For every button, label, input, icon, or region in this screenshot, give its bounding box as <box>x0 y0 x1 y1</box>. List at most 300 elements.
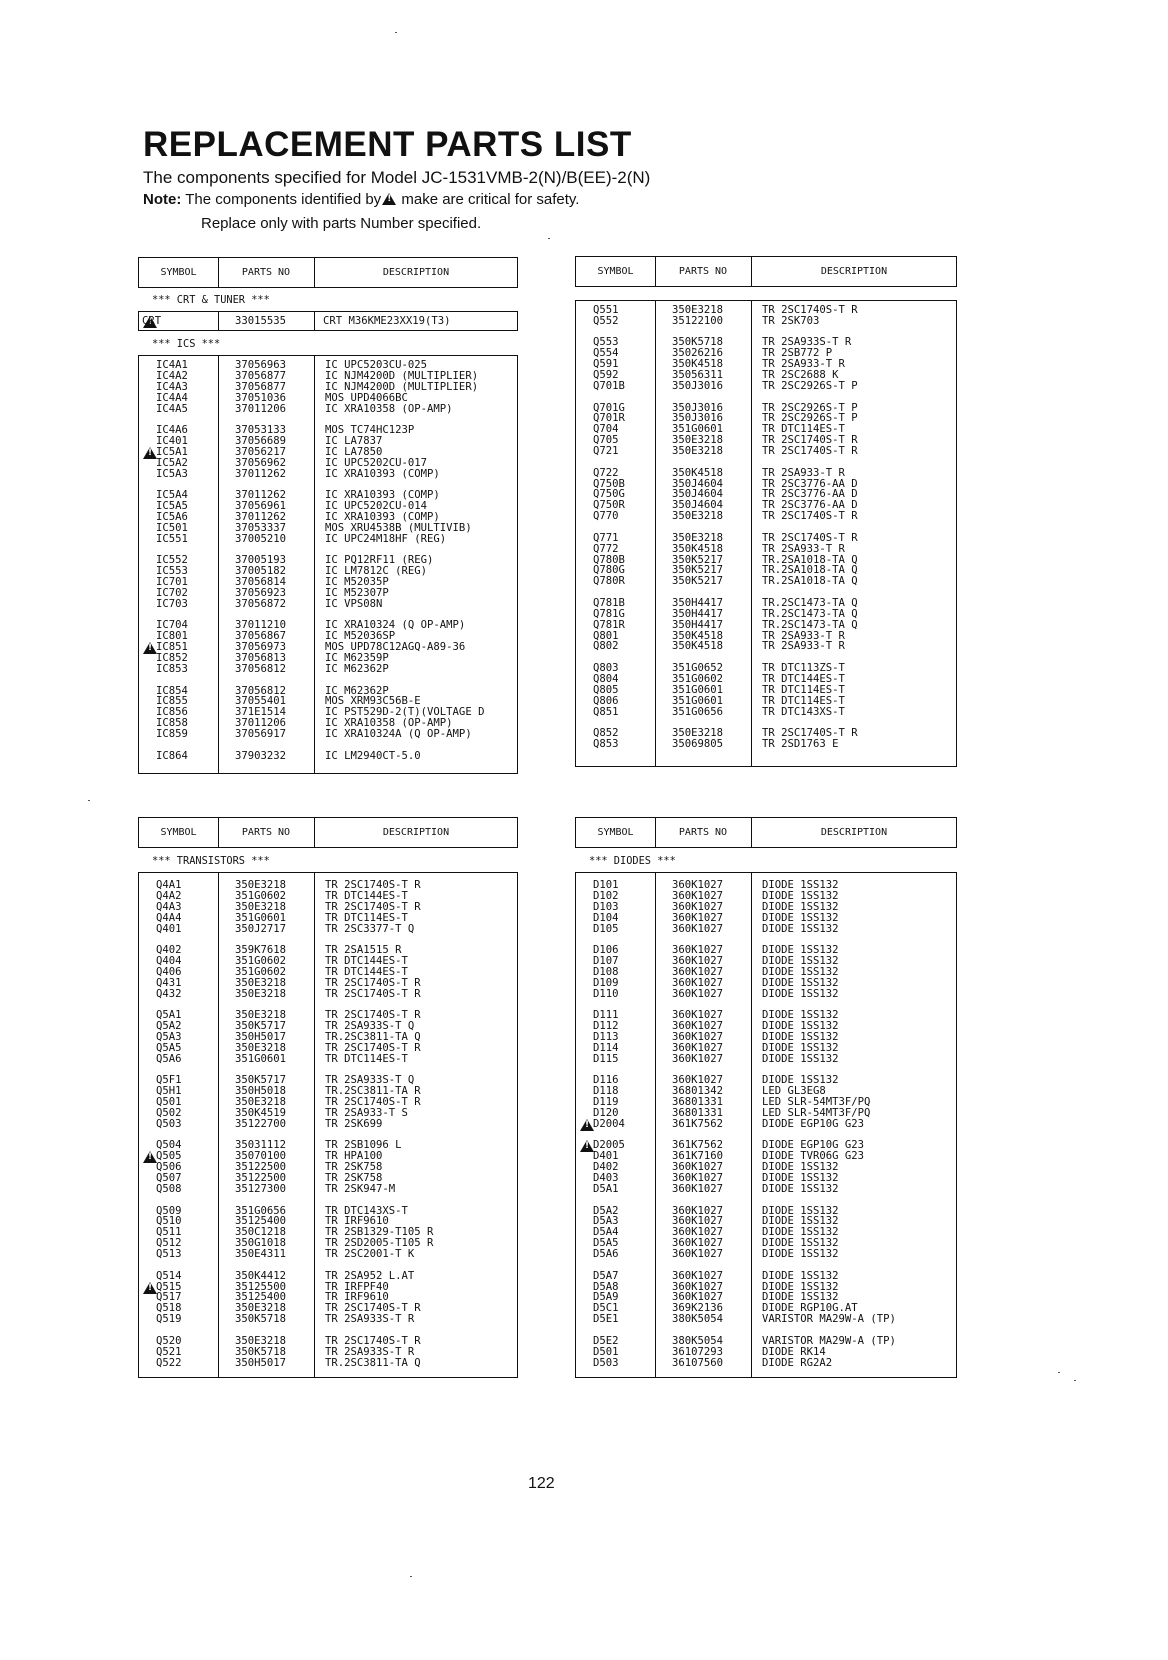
parts-cell: 350E3218 <box>672 304 724 316</box>
description-cell: IC M62362P <box>325 684 389 697</box>
table-row <box>576 620 956 631</box>
description-cell: DIODE EGP10G G23 <box>762 1117 865 1130</box>
description-cell: TR DTC114ES-T <box>762 683 845 696</box>
symbol-cell: Q781R <box>593 618 625 631</box>
parts-cell: 360K1027 <box>672 1237 724 1250</box>
table-row <box>139 534 517 545</box>
parts-cell: 360K1027 <box>672 1215 724 1228</box>
symbol-cell: D116 <box>593 1074 619 1087</box>
warning-triangle-icon <box>580 1119 594 1131</box>
description-cell: TR 2SD1763 E <box>762 737 839 750</box>
table-row <box>576 1347 956 1358</box>
description-cell: TR 2SA933S-T R <box>762 336 852 349</box>
description-cell: TR 2SC1740S-T R <box>762 304 858 316</box>
parts-cell: 37055401 <box>235 695 287 708</box>
symbol-cell: D5A1 <box>593 1183 619 1195</box>
description-cell: TR 2SA933S-T Q <box>325 1020 415 1033</box>
parts-cell: 37056877 <box>235 369 287 382</box>
parts-cell: 360K1027 <box>672 1280 724 1293</box>
description-cell: TR 2SC1740S-T R <box>325 1009 421 1022</box>
description-cell: TR 2SB1096 L <box>325 1139 402 1152</box>
table-row <box>576 1119 956 1130</box>
symbol-cell: Q506 <box>156 1161 182 1174</box>
table-row <box>139 393 517 404</box>
parts-cell: 37056923 <box>235 587 287 599</box>
description-cell: CRT M36KME23XX19(T3) <box>323 315 451 327</box>
description-cell: TR 2SC2001-T K <box>325 1248 415 1261</box>
description-cell: TR 2SC3776-AA D <box>762 488 858 501</box>
description-cell: DIODE 1SS132 <box>762 976 839 989</box>
description-cell: DIODE 1SS132 <box>762 1074 839 1087</box>
table-row <box>576 685 956 696</box>
symbol-cell: IC704 <box>156 619 188 632</box>
description-cell: DIODE 1SS132 <box>762 889 839 902</box>
symbol-cell: D103 <box>593 900 619 913</box>
description-cell: TR 2SC1740S-T R <box>325 1096 421 1109</box>
description-cell: DIODE 1SS132 <box>762 965 839 978</box>
parts-cell: 360K1027 <box>672 1226 724 1239</box>
safety-note <box>143 191 579 208</box>
symbol-cell: Q592 <box>593 369 619 382</box>
parts-cell: 37056812 <box>235 663 287 675</box>
table-row <box>576 913 956 924</box>
col-symbol-header: SYMBOL <box>576 257 656 286</box>
parts-cell: 360K1027 <box>672 911 724 924</box>
description-cell: TR 2SA933S-T R <box>325 1345 415 1358</box>
symbol-cell: IC853 <box>156 663 188 675</box>
description-cell: TR IRFPF40 <box>325 1280 389 1293</box>
description-cell: VARISTOR MA29W-A (TP) <box>762 1313 896 1326</box>
parts-table-diodes <box>575 817 957 1378</box>
page-number: 122 <box>528 1475 555 1492</box>
symbol-cell: IC4A1 <box>156 359 188 371</box>
col-parts-header: PARTS NO <box>655 257 752 286</box>
description-cell: IC M62359P <box>325 652 389 665</box>
symbol-cell: D106 <box>593 944 619 957</box>
symbol-cell: D2004 <box>593 1117 625 1130</box>
description-cell: IC PST529D-2(T)(VOLTAGE D <box>325 706 485 719</box>
symbol-cell: Q721 <box>593 445 619 458</box>
col-description-header: DESCRIPTION <box>820 827 888 838</box>
description-cell: DIODE 1SS132 <box>762 1280 839 1293</box>
table-row <box>576 468 956 479</box>
parts-cell: 350K5717 <box>235 1020 287 1033</box>
description-cell: VARISTOR MA29W-A (TP) <box>762 1334 896 1347</box>
parts-cell: 37056961 <box>235 500 287 513</box>
symbol-cell: Q515 <box>156 1280 182 1293</box>
description-cell: TR DTC114ES-T <box>325 911 408 924</box>
symbol-cell: D501 <box>593 1345 619 1358</box>
symbol-cell: IC553 <box>156 565 188 578</box>
parts-cell: 351G0601 <box>235 911 287 924</box>
symbol-cell: IC859 <box>156 728 188 741</box>
table-row <box>576 1358 956 1369</box>
table-row <box>139 1336 517 1347</box>
table-row <box>576 544 956 555</box>
parts-cell: 371E1514 <box>235 706 287 719</box>
description-cell: DIODE 1SS132 <box>762 1215 839 1228</box>
parts-cell: 350K5217 <box>672 553 724 566</box>
parts-cell: 351G0601 <box>235 1052 287 1065</box>
parts-cell: 36107560 <box>672 1356 724 1369</box>
page-title: REPLACEMENT PARTS LIST <box>143 125 632 164</box>
symbol-cell: D112 <box>593 1020 619 1033</box>
parts-cell: 360K1027 <box>672 889 724 902</box>
description-cell: TR 2SD2005-T105 R <box>325 1237 434 1250</box>
description-cell: TR 2SC2926S-T P <box>762 380 858 392</box>
symbol-cell: Q701R <box>593 412 625 425</box>
parts-cell: 360K1027 <box>672 1204 724 1217</box>
symbol-cell: D402 <box>593 1161 619 1174</box>
symbol-cell: D2005 <box>593 1139 625 1152</box>
parts-cell: 350E3218 <box>672 531 724 544</box>
description-cell: DIODE 1SS132 <box>762 1248 839 1261</box>
symbol-cell: Q781G <box>593 607 625 620</box>
symbol-cell: Q851 <box>593 705 619 718</box>
symbol-cell: D403 <box>593 1172 619 1185</box>
warning-triangle-icon <box>382 193 396 205</box>
symbol-cell: Q853 <box>593 737 619 750</box>
parts-cell: 37056973 <box>235 641 287 654</box>
model-subtitle: The components specified for Model JC-1531VMB-2(N)/B(EE)-2(N) <box>143 168 651 187</box>
symbol-cell: IC702 <box>156 587 188 599</box>
parts-cell: 35125500 <box>235 1280 287 1293</box>
table-row <box>139 924 517 935</box>
note-label: Note: <box>143 191 182 208</box>
parts-cell: 350K5718 <box>235 1345 287 1358</box>
symbol-cell: IC501 <box>156 521 188 534</box>
parts-cell: 350E3218 <box>672 434 724 447</box>
parts-cell: 35070100 <box>235 1150 287 1163</box>
description-cell: IC PQ12RF11 (REG) <box>325 554 434 567</box>
description-cell: TR 2SK758 <box>325 1161 383 1174</box>
parts-cell: 351G0602 <box>235 889 287 902</box>
description-cell: TR 2SA933-T R <box>762 466 845 479</box>
symbol-cell: D5A9 <box>593 1291 619 1304</box>
parts-cell: 360K1027 <box>672 1052 724 1065</box>
description-cell: DIODE 1SS132 <box>762 944 839 957</box>
parts-table-transistors <box>138 817 518 1378</box>
parts-cell: 360K1027 <box>672 1269 724 1282</box>
description-cell: IC UPC5202CU-014 <box>325 500 428 513</box>
parts-cell: 350E3218 <box>235 1096 287 1109</box>
table-row <box>576 533 956 544</box>
symbol-cell: Q770 <box>593 510 619 523</box>
parts-cell: 35031112 <box>235 1139 287 1152</box>
parts-cell: 36107293 <box>672 1345 724 1358</box>
description-cell: DIODE 1SS132 <box>762 1020 839 1033</box>
table-row <box>139 664 517 675</box>
description-cell: IC LM7812C (REG) <box>325 565 428 578</box>
symbol-cell: CRT <box>142 315 162 327</box>
parts-cell: 37005182 <box>235 565 287 578</box>
symbol-cell: Q503 <box>156 1117 182 1130</box>
section-label: *** CRT & TUNER *** <box>152 294 270 306</box>
description-cell: TR 2SC1740S-T R <box>325 1334 421 1347</box>
symbol-cell: Q510 <box>156 1215 182 1228</box>
symbol-cell: Q771 <box>593 531 619 544</box>
symbol-cell: IC4A5 <box>156 402 188 415</box>
parts-cell: 37011210 <box>235 619 287 632</box>
symbol-cell: D111 <box>593 1009 619 1022</box>
description-cell: DIODE 1SS132 <box>762 1172 839 1185</box>
description-cell: DIODE 1SS132 <box>762 900 839 913</box>
symbol-cell: D107 <box>593 955 619 967</box>
table-row <box>576 1054 956 1065</box>
description-cell: TR 2SC2926S-T P <box>762 401 858 414</box>
parts-cell: 351G0601 <box>672 694 724 707</box>
description-cell: DIODE 1SS132 <box>762 1052 839 1065</box>
description-cell: TR 2SC3776-AA D <box>762 499 858 512</box>
parts-cell: 37011262 <box>235 467 287 480</box>
symbol-cell: D105 <box>593 922 619 935</box>
parts-cell: 360K1027 <box>672 1020 724 1033</box>
description-cell: DIODE 1SS132 <box>762 955 839 967</box>
parts-cell: 350J4604 <box>672 477 724 490</box>
symbol-cell: Q804 <box>593 672 619 685</box>
table-row <box>576 1249 956 1260</box>
description-cell: TR 2SC2926S-T P <box>762 412 858 425</box>
parts-cell: 37053133 <box>235 424 287 437</box>
symbol-cell: Q431 <box>156 976 182 989</box>
parts-cell: 350E3218 <box>672 510 724 523</box>
symbol-cell: D119 <box>593 1096 619 1109</box>
description-cell: TR 2SA933-T R <box>762 542 845 555</box>
symbol-cell: Q750R <box>593 499 625 512</box>
parts-cell: 37011262 <box>235 511 287 523</box>
description-cell: TR DTC114ES-T <box>762 694 845 707</box>
table-row <box>576 381 956 392</box>
description-cell: DIODE 1SS132 <box>762 1161 839 1174</box>
symbol-cell: Q701G <box>593 401 625 414</box>
description-cell: TR 2SC1740S-T R <box>325 879 421 891</box>
parts-cell: 37056813 <box>235 652 287 665</box>
description-cell: TR DTC144ES-T <box>325 965 408 978</box>
description-cell: TR 2SC1740S-T R <box>325 987 421 1000</box>
symbol-cell: IC5A3 <box>156 467 188 480</box>
parts-cell: 350E3218 <box>235 1041 287 1054</box>
symbol-cell: Q750B <box>593 477 625 490</box>
description-cell: TR 2SA933-T R <box>762 640 845 653</box>
symbol-cell: Q781B <box>593 596 625 609</box>
description-cell: IC M52035P <box>325 576 389 589</box>
parts-cell: 360K1027 <box>672 965 724 978</box>
symbol-cell: IC854 <box>156 684 188 697</box>
symbol-cell: IC4A4 <box>156 391 188 404</box>
symbol-cell: IC801 <box>156 630 188 643</box>
symbol-cell: Q4A4 <box>156 911 182 924</box>
symbol-cell: D109 <box>593 976 619 989</box>
symbol-cell: D118 <box>593 1085 619 1098</box>
symbol-cell: Q512 <box>156 1237 182 1250</box>
symbol-cell: Q803 <box>593 661 619 674</box>
description-cell: IC XRA10358 (OP-AMP) <box>325 717 453 730</box>
description-cell: IC XRA10393 (COMP) <box>325 511 440 523</box>
symbol-cell: Q806 <box>593 694 619 707</box>
description-cell: DIODE 1SS132 <box>762 1183 839 1195</box>
symbol-cell: Q5A3 <box>156 1031 182 1043</box>
symbol-cell: Q801 <box>593 629 619 642</box>
symbol-cell: IC855 <box>156 695 188 708</box>
parts-cell: 380K5054 <box>672 1334 724 1347</box>
section-label: *** ICS *** <box>152 338 221 350</box>
parts-cell: 360K1027 <box>672 1161 724 1174</box>
parts-cell: 350H4417 <box>672 596 724 609</box>
description-cell: TR 2SC3377-T Q <box>325 922 415 935</box>
table-body <box>575 872 957 1378</box>
symbol-cell: IC5A5 <box>156 500 188 513</box>
parts-cell: 360K1027 <box>672 1074 724 1087</box>
description-cell: TR DTC143XS-T <box>762 705 845 718</box>
description-cell: DIODE 1SS132 <box>762 879 839 891</box>
parts-cell: 350E3218 <box>235 879 287 891</box>
parts-cell: 350J3016 <box>672 401 724 414</box>
col-description-header: DESCRIPTION <box>382 827 450 838</box>
description-cell: DIODE 1SS132 <box>762 1009 839 1022</box>
symbol-cell: Q522 <box>156 1356 182 1369</box>
description-cell: TR.2SA1018-TA Q <box>762 564 858 577</box>
symbol-cell: IC864 <box>156 749 188 762</box>
symbol-cell: Q519 <box>156 1313 182 1326</box>
symbol-cell: IC856 <box>156 706 188 719</box>
table-row <box>139 989 517 1000</box>
col-symbol-header: SYMBOL <box>139 258 219 287</box>
parts-cell: 369K2136 <box>672 1302 724 1315</box>
parts-cell: 350K5217 <box>672 564 724 577</box>
parts-cell: 361K7160 <box>672 1150 724 1163</box>
description-cell: TR IRF9610 <box>325 1215 389 1228</box>
symbol-cell: IC858 <box>156 717 188 730</box>
description-cell: TR.2SC3811-TA Q <box>325 1031 421 1043</box>
parts-cell: 351G0652 <box>672 661 724 674</box>
description-cell: TR DTC113ZS-T <box>762 661 845 674</box>
description-cell: DIODE 1SS132 <box>762 987 839 1000</box>
note-text-1: The components identified by <box>185 191 382 208</box>
parts-cell: 350H5018 <box>235 1085 287 1098</box>
table-row <box>139 404 517 415</box>
description-cell: TR 2SA933S-T R <box>325 1313 415 1326</box>
description-cell: TR 2SA1515 R <box>325 944 402 957</box>
description-cell: IC XRA10358 (OP-AMP) <box>325 402 453 415</box>
parts-cell: 350H5017 <box>235 1356 287 1369</box>
parts-table-ics <box>138 257 518 774</box>
symbol-cell: Q5A1 <box>156 1009 182 1022</box>
table-row <box>576 609 956 620</box>
symbol-cell: Q551 <box>593 304 619 316</box>
parts-cell: 350K4412 <box>235 1269 287 1282</box>
symbol-cell: IC701 <box>156 576 188 589</box>
symbol-cell: IC4A6 <box>156 424 188 437</box>
description-cell: TR 2SC1740S-T R <box>762 434 858 447</box>
description-cell: TR 2SC1740S-T R <box>325 1041 421 1054</box>
description-cell: DIODE 1SS132 <box>762 1041 839 1054</box>
symbol-cell: IC851 <box>156 641 188 654</box>
description-cell: TR DTC144ES-T <box>325 955 408 967</box>
parts-cell: 350G1018 <box>235 1237 287 1250</box>
parts-cell: 350E3218 <box>235 1302 287 1315</box>
parts-cell: 350J4604 <box>672 488 724 501</box>
table-row <box>576 707 956 718</box>
parts-cell: 350K4519 <box>235 1107 287 1119</box>
parts-cell: 351G0602 <box>672 672 724 685</box>
symbol-cell: Q432 <box>156 987 182 1000</box>
symbol-cell: IC551 <box>156 532 188 545</box>
symbol-cell: Q750G <box>593 488 625 501</box>
table-header <box>575 256 957 287</box>
parts-cell: 361K7562 <box>672 1139 724 1152</box>
parts-cell: 36801342 <box>672 1085 724 1098</box>
symbol-cell: Q404 <box>156 955 182 967</box>
description-cell: TR DTC144ES-T <box>325 889 408 902</box>
symbol-cell: D102 <box>593 889 619 902</box>
parts-cell: 36801331 <box>672 1107 724 1119</box>
parts-cell: 33015535 <box>235 315 287 327</box>
parts-cell: 351G0602 <box>235 955 287 967</box>
description-cell: LED SLR-54MT3F/PQ <box>762 1096 871 1109</box>
parts-cell: 350E3218 <box>235 976 287 989</box>
description-cell: TR 2SA933S-T Q <box>325 1074 415 1087</box>
symbol-cell: Q780R <box>593 575 625 588</box>
symbol-cell: Q704 <box>593 423 619 436</box>
description-cell: IC LA7837 <box>325 435 383 447</box>
description-cell: DIODE RGP10G.AT <box>762 1302 858 1315</box>
description-cell: TR.2SA1018-TA Q <box>762 575 858 588</box>
description-cell: IC NJM4200D (MULTIPLIER) <box>325 380 479 393</box>
description-cell: DIODE RG2A2 <box>762 1356 833 1369</box>
table-row <box>576 446 956 457</box>
parts-cell: 35125400 <box>235 1291 287 1304</box>
parts-cell: 350H4417 <box>672 618 724 631</box>
description-cell: TR 2SC1740S-T R <box>762 727 858 739</box>
parts-cell: 35125400 <box>235 1215 287 1228</box>
symbol-cell: Q4A1 <box>156 879 182 891</box>
symbol-cell: Q780B <box>593 553 625 566</box>
symbol-cell: Q518 <box>156 1302 182 1315</box>
table-row <box>139 913 517 924</box>
symbol-cell: Q554 <box>593 347 619 360</box>
parts-cell: 350E4311 <box>235 1248 287 1261</box>
parts-cell: 360K1027 <box>672 879 724 891</box>
parts-cell: 360K1027 <box>672 1041 724 1054</box>
description-cell: TR 2SC1740S-T R <box>325 900 421 913</box>
parts-cell: 36801331 <box>672 1096 724 1109</box>
parts-cell: 350J3016 <box>672 380 724 392</box>
parts-cell: 350E3218 <box>672 445 724 458</box>
description-cell: IC UPC24M18HF (REG) <box>325 532 447 545</box>
description-cell: TR 2SC1740S-T R <box>325 1302 421 1315</box>
parts-cell: 350E3218 <box>235 1334 287 1347</box>
description-cell: TR 2SC1740S-T R <box>325 976 421 989</box>
table-header <box>138 817 518 848</box>
parts-cell: 37056872 <box>235 597 287 610</box>
description-cell: IC XRA10324 (Q OP-AMP) <box>325 619 466 632</box>
parts-cell: 351G0601 <box>672 423 724 436</box>
parts-cell: 360K1027 <box>672 944 724 957</box>
symbol-cell: Q4A3 <box>156 900 182 913</box>
parts-cell: 350H4417 <box>672 607 724 620</box>
table-header <box>575 817 957 848</box>
table-row <box>576 989 956 1000</box>
parts-cell: 37011262 <box>235 489 287 502</box>
symbol-cell: Q511 <box>156 1226 182 1239</box>
symbol-cell: Q805 <box>593 683 619 696</box>
parts-cell: 360K1027 <box>672 1009 724 1022</box>
description-cell: DIODE 1SS132 <box>762 922 839 935</box>
parts-cell: 380K5054 <box>672 1313 724 1326</box>
parts-cell: 351G0602 <box>235 965 287 978</box>
parts-cell: 37053337 <box>235 521 287 534</box>
symbol-cell: IC5A2 <box>156 456 188 469</box>
